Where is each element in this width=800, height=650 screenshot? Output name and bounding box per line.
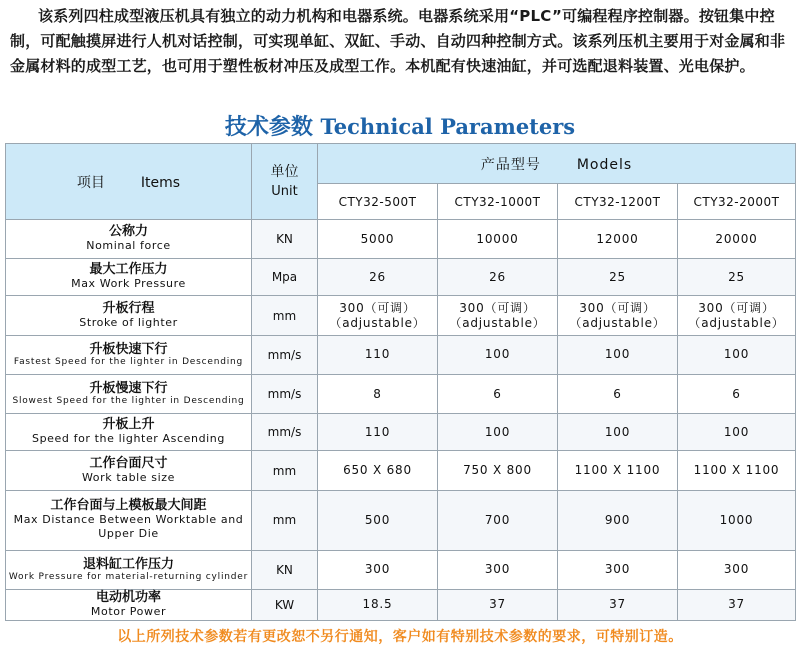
table-row [6,451,796,490]
parameter-name-en: Stroke of lighter [79,315,178,329]
parameter-value: 25 [678,259,796,296]
parameter-name-cn: 工作台面与上模板最大间距 [50,498,207,514]
parameter-value: 37 [558,589,678,620]
parameter-name-cn: 升板行程 [102,300,155,316]
model-header: CTY32-1200T [558,184,678,220]
parameter-name-cn: 退料缸工作压力 [82,556,174,572]
models-header-en: Models [576,156,633,173]
parameter-value: 100 [438,414,558,451]
parameter-value: 37 [438,589,558,620]
model-header: CTY32-2000T [678,184,796,220]
heading-cn: 技术参数 [224,115,313,140]
technical-parameters-table [5,143,796,621]
items-header-cn: 项目 [76,174,105,191]
models-header [318,144,796,184]
parameter-value: 26 [318,259,438,296]
parameter-value: 110 [318,335,438,374]
parameter-name-en: Work Pressure for material-returning cylinder [8,571,249,582]
parameter-name [6,296,252,335]
parameter-name [6,220,252,259]
parameter-value: 300 [438,550,558,589]
parameter-name-en: Max Work Pressure [71,277,186,291]
table-row [6,220,796,259]
items-header [6,144,252,220]
footer-note: 以上所列技术参数若有更改恕不另行通知，客户如有特别技术参数的要求，可特别订造。 [117,629,683,645]
table-row [6,335,796,374]
parameter-unit: KW [252,589,318,620]
parameter-value: 100 [558,414,678,451]
parameter-name [6,335,252,374]
parameter-name-en: Max Distance Between Worktable and Upper Die [13,513,244,541]
parameter-value: 26 [438,259,558,296]
parameter-value: 300（可调） （adjustable） [678,296,796,335]
parameter-unit: mm [252,296,318,335]
parameter-name [6,451,252,490]
parameter-unit: mm/s [252,414,318,451]
parameter-unit: KN [252,220,318,259]
parameter-value: 100 [678,335,796,374]
parameter-value: 8 [318,375,438,414]
parameter-value: 6 [678,375,796,414]
parameter-value: 650 X 680 [318,451,438,490]
parameter-unit: Mpa [252,259,318,296]
table-row [6,589,796,620]
parameter-name [6,550,252,589]
parameter-value: 5000 [318,220,438,259]
parameter-unit: mm [252,451,318,490]
parameter-name [6,589,252,620]
unit-header-en: Unit [271,183,298,199]
parameter-name-en: Nominal force [86,239,171,253]
parameter-value: 900 [558,490,678,550]
parameter-unit: mm [252,490,318,550]
parameter-name-en: Slowest Speed for the lighter in Descending [12,396,245,407]
table-row [6,259,796,296]
parameter-name-cn: 升板快速下行 [89,341,168,357]
parameter-unit: KN [252,550,318,589]
parameter-value: 37 [678,589,796,620]
table-row [6,375,796,414]
parameter-name [6,259,252,296]
parameter-value: 1000 [678,490,796,550]
items-header-en: Items [140,174,181,191]
heading-en: Technical Parameters [320,114,576,139]
parameter-value: 1100 X 1100 [678,451,796,490]
parameter-value: 6 [438,375,558,414]
parameter-name-en: Fastest Speed for the lighter in Descending [13,356,244,367]
parameter-name-cn: 升板慢速下行 [89,381,168,397]
parameter-name-en: Speed for the lighter Ascending [32,432,225,446]
parameter-name [6,375,252,414]
parameter-value: 500 [318,490,438,550]
intro-paragraph: 该系列四柱成型液压机具有独立的动力机构和电器系统。电器系统采用“PLC”可编程程序控制器。按钮集中控制，可配触摸屏进行人机对话控制，可实现单缸、双缸、手动、自动四种控制方式。该系列压机主要用于对金属和非金属材料的成型工艺，也可用于塑性板材冲压及成型工作。本机配有快速油缸，并可选配退料装置、光电保护。 [10,7,786,75]
unit-header-cn: 单位 [270,163,299,180]
parameter-value: 10000 [438,220,558,259]
parameter-name-cn: 公称力 [108,224,148,240]
parameter-name-en: Work table size [81,470,176,484]
parameter-value: 300（可调） （adjustable） [438,296,558,335]
parameter-value: 300（可调） （adjustable） [558,296,678,335]
parameter-value: 6 [558,375,678,414]
parameter-value: 700 [438,490,558,550]
parameter-value: 300 [558,550,678,589]
parameter-value: 750 X 800 [438,451,558,490]
parameter-unit: mm/s [252,375,318,414]
parameter-value: 100 [438,335,558,374]
parameter-value: 18.5 [318,589,438,620]
models-header-cn: 产品型号 [480,156,541,173]
parameter-name [6,490,252,550]
parameter-value: 1100 X 1100 [558,451,678,490]
table-body [6,220,796,621]
parameter-name-cn: 工作台面尺寸 [89,455,168,471]
parameter-value: 300 [318,550,438,589]
table-row [6,550,796,589]
parameter-value: 100 [678,414,796,451]
table-row [6,490,796,550]
parameter-name-cn: 最大工作压力 [89,262,168,278]
model-header: CTY32-500T [318,184,438,220]
table-row [6,296,796,335]
parameter-value: 12000 [558,220,678,259]
parameter-name-cn: 电动机功率 [95,589,161,605]
parameter-name-cn: 升板上升 [102,417,155,433]
parameter-value: 20000 [678,220,796,259]
section-heading [0,110,800,141]
table-row [6,414,796,451]
parameter-unit: mm/s [252,335,318,374]
model-header: CTY32-1000T [438,184,558,220]
parameter-name [6,414,252,451]
parameter-value: 300 [678,550,796,589]
parameter-value: 100 [558,335,678,374]
parameter-name-en: Motor Power [90,604,167,618]
unit-header [252,144,318,220]
parameter-value: 300（可调） （adjustable） [318,296,438,335]
parameter-value: 110 [318,414,438,451]
parameter-value: 25 [558,259,678,296]
